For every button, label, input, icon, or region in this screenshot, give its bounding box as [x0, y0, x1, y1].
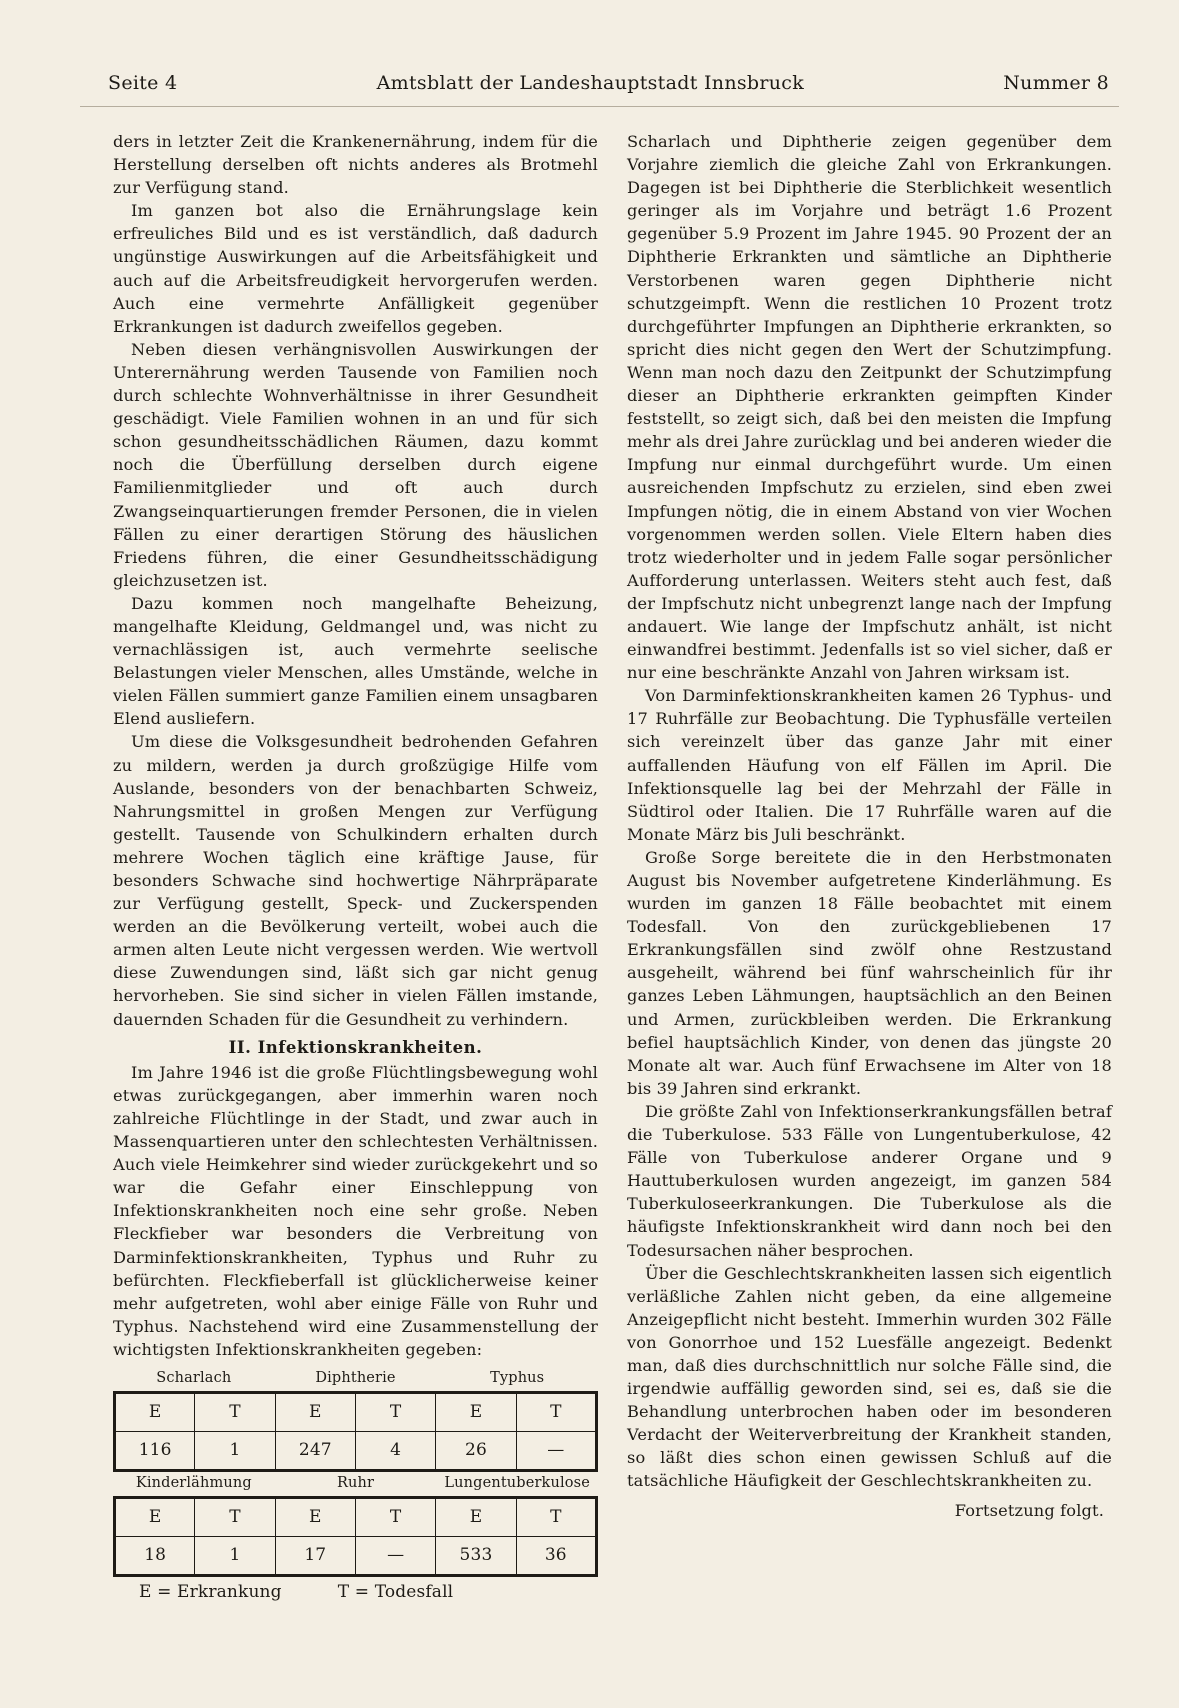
continuation-note: Fortsetzung folgt. [954, 1500, 1104, 1520]
table-cell: 36 [516, 1536, 596, 1575]
page-number-label: Seite 4 [108, 72, 178, 94]
table-header-row [115, 1392, 597, 1431]
table-cell: 1 [195, 1431, 275, 1470]
paragraph: Um diese die Volksgesundheit bedrohenden Gefahren zu mildern, werden ja durch großzügige Hilfe vom Auslande, besonders von der benachbarten Schweiz, Nahrungsmittel in großen Mengen zur Verfügung gestellt. Tausende von Schulkindern erhalten durch mehrere Wochen täglich eine kräftige Jause, für besonders Schwache sind hochwertige Nährpräparate zur Verfügung gestellt, Speck- und Zuckerspenden werden an die Bevölkerung verteilt, wobei auch die armen alten Leute nicht vergessen werden. Wie wertvoll diese Zuwendungen sind, läßt sich gar nicht genug hervorheben. Sie sind sicher in vielen Fällen imstande, dauernden Schaden für die Gesundheit zu verhindern. [113, 732, 598, 1029]
left-column [113, 130, 598, 1604]
table-cell: 26 [436, 1431, 516, 1470]
paragraph: Von Darminfektionskrankheiten kamen 26 Typhus- und 17 Ruhrfälle zur Beobachtung. Die Typhusfälle verteilen sich vereinzelt über das ganze Jahr mit einer auffallenden Häufung von elf Fällen im April. Die Infektionsquelle lag bei der Mehrzahl der Fälle in Südtirol oder Italien. Die 17 Ruhrfälle waren auf die Monate März bis Juli beschränkt. [627, 686, 1112, 844]
paragraph: Neben diesen verhängnisvollen Auswirkungen der Unterernährung werden Tausende von Familien noch durch schlechte Wohnverhältnisse in ihrer Gesundheit geschädigt. Viele Familien wohnen in an und für sich schon gesundheitsschädlichen Räumen, dazu kommt noch die Überfüllung derselben durch eigene Familienmitglieder und oft auch durch Zwangseinquartierungen fremder Personen, die in vielen Fällen zu einer derartigen Störung des häuslichen Friedens führen, die einer Gesundheitsschädigung gleichzusetzen ist. [113, 339, 598, 590]
header-cell: E [115, 1497, 195, 1536]
paragraph: Dazu kommen noch mangelhafte Beheizung, mangelhafte Kleidung, Geldmangel und, was nicht zu vernachlässigen ist, auch vermehrte seelische Belastungen vieler Menschen, alles Umstände, welche in vielen Fällen summiert ganze Familien einem unsagbaren Elend ausliefern. [113, 593, 598, 729]
header-divider [80, 106, 1119, 107]
table-cell: 116 [115, 1431, 195, 1470]
table-caption: Typhus [490, 1370, 545, 1387]
header-cell: E [115, 1392, 195, 1431]
table-caption: Ruhr [336, 1475, 375, 1492]
table-cell: — [355, 1536, 435, 1575]
issue-number-label: Nummer 8 [1003, 72, 1109, 94]
table-cell: 17 [275, 1536, 355, 1575]
table-caption-row [113, 1367, 598, 1391]
table-caption: Scharlach [156, 1370, 232, 1387]
table-cell: 1 [195, 1536, 275, 1575]
paragraph: Scharlach und Diphtherie zeigen gegenüber dem Vorjahre ziemlich die gleiche Zahl von Erkrankungen. Dagegen ist bei Diphtherie die Sterblichkeit wesentlich geringer als im Vorjahre und beträgt 1.6 Prozent gegenüber 5.9 Prozent im Jahre 1945. 90 Prozent der an Diphtherie Erkrankten und sämtliche an Diphtherie Verstorbenen waren gegen Diphtherie nicht schutzgeimpft. Wenn die restlichen 10 Prozent trotz durchgeführter Impfungen an Diphtherie erkrankten, so spricht dies nicht gegen den Wert der Schutzimpfung. Wenn man noch dazu den Zeitpunkt der Schutzimpfung dieser an Diphtherie erkrankten geimpften Kinder feststellt, so zeigt sich, daß bei den meisten die Impfung mehr als drei Jahre zurücklag und bei anderen wieder die Impfung nur einmal durchgeführt wurde. Um einen ausreichenden Impfschutz zu erzielen, sind eben zwei Impfungen nötig, die in einem Abstand von vier Wochen vorgenommen werden sollen. Viele Eltern haben dies trotz wiederholter und in jedem Falle sogar persönlicher Aufforderung unterlassen. Weiters steht auch fest, daß der Impfschutz nicht unbegrenzt lange nach der Impfung andauert. Wie lange der Impfschutz anhält, ist nicht einwandfrei bestimmt. Jedenfalls ist so viel sicher, daß er nur eine beschränkte Anzahl von Jahren wirksam ist. [627, 132, 1112, 683]
header-cell: E [275, 1497, 355, 1536]
page-header [108, 72, 1109, 102]
table-cell: 4 [355, 1431, 435, 1470]
header-cell: E [436, 1392, 516, 1431]
paragraph: Im Jahre 1946 ist die große Flüchtlingsbewegung wohl etwas zurückgegangen, aber immerhin waren noch zahlreiche Flüchtlinge in der Stadt, und zwar auch in Massenquartieren unter den schlechtesten Verhältnissen. Auch viele Heimkehrer sind wieder zurückgekehrt und so war die Gefahr einer Einschleppung von Infektionskrankheiten noch eine sehr große. Neben Fleckfieber war besonders die Verbreitung von Darminfektionskrankheiten, Typhus und Ruhr zu befürchten. Fleckfieberfall ist glücklicherweise keiner mehr aufgetreten, wohl aber einige Fälle von Ruhr und Typhus. Nachstehend wird eine Zusammenstellung der wichtigsten Infektionskrankheiten gegeben: [113, 1062, 598, 1359]
legend-todesfall: T = Todesfall [337, 1581, 454, 1602]
table-header-row [115, 1497, 597, 1536]
table-cell: 18 [115, 1536, 195, 1575]
paragraph: ders in letzter Zeit die Krankenernährung, indem für die Herstellung derselben oft nichts anderes als Brotmehl zur Verfügung stand. [113, 132, 598, 198]
statistics-table-1 [113, 1391, 598, 1472]
header-cell: T [516, 1392, 596, 1431]
paragraph: Große Sorge bereitete die in den Herbstmonaten August bis November aufgetretene Kinderlähmung. Es wurden im ganzen 18 Fälle beobachtet mit einem Todesfall. Von den zurückgebliebenen 17 Erkrankungsfällen sind zwölf ohne Restzustand ausgeheilt, während bei fünf wahrscheinlich für ihr ganzes Leben Lähmungen, hauptsächlich an den Beinen und Armen, zurückbleiben werden. Die Erkrankung befiel hauptsächlich Kinder, von denen das jüngste 20 Monate alt war. Auch fünf Erwachsene im Alter von 18 bis 39 Jahren sind erkrankt. [627, 847, 1112, 1098]
header-cell: E [275, 1392, 355, 1431]
publication-title: Amtsblatt der Landeshauptstadt Innsbruck [376, 72, 805, 94]
table-row [115, 1536, 597, 1575]
table-cell: — [516, 1431, 596, 1470]
header-cell: T [516, 1497, 596, 1536]
paragraph: Im ganzen bot also die Ernährungslage kein erfreuliches Bild und es ist verständlich, daß dadurch ungünstige Auswirkungen auf die Arbeitsfähigkeit und auch auf die Arbeitsfreudigkeit hervorgerufen werden. Auch eine vermehrte Anfälligkeit gegenüber Erkrankungen ist dadurch zweifellos gegeben. [113, 201, 598, 336]
paragraph: Die größte Zahl von Infektionserkrankungsfällen betraf die Tuberkulose. 533 Fälle von Lungentuberkulose, 42 Fälle von Tuberkulose anderer Organe und 9 Hauttuberkulosen wurden angezeigt, im ganzen 584 Tuberkuloseerkrankungen. Die Tuberkulose als die häufigste Infektionskrankheit wird dann noch bei den Todesursachen näher besprochen. [627, 1101, 1112, 1260]
table-caption: Lungentuberkulose [444, 1475, 590, 1492]
header-cell: T [355, 1392, 435, 1431]
table-cell: 247 [275, 1431, 355, 1470]
table-cell: 533 [436, 1536, 516, 1575]
legend-erkrankung: E = Erkrankung [139, 1581, 282, 1602]
table-caption: Diphtherie [315, 1370, 396, 1387]
header-cell: T [355, 1497, 435, 1536]
infection-statistics [113, 1367, 598, 1604]
table-row [115, 1431, 597, 1470]
header-cell: T [195, 1392, 275, 1431]
table-legend [113, 1581, 598, 1604]
section-heading: II. Infektionskrankheiten. [228, 1037, 483, 1057]
statistics-table-2 [113, 1496, 598, 1577]
right-column [627, 130, 1112, 1522]
header-cell: T [195, 1497, 275, 1536]
header-cell: E [436, 1497, 516, 1536]
paragraph: Über die Geschlechtskrankheiten lassen sich eigentlich verläßliche Zahlen nicht geben, da eine allgemeine Anzeigepflicht nicht besteht. Immerhin wurden 302 Fälle von Gonorrhoe und 152 Luesfälle angezeigt. Bedenkt man, daß dies durchschnittlich nur solche Fälle sind, die irgendwie auffällig geworden sind, sei es, daß sie die Behandlung unterbrochen haben oder im besonderen Verdacht der Weiterverbreitung der Krankheit standen, so läßt dies schon einen gewissen Schluß auf die tatsächliche Häufigkeit der Geschlechtskrankheiten zu. [627, 1263, 1112, 1491]
table-caption: Kinderlähmung [135, 1475, 252, 1492]
table-caption-row [113, 1472, 598, 1496]
